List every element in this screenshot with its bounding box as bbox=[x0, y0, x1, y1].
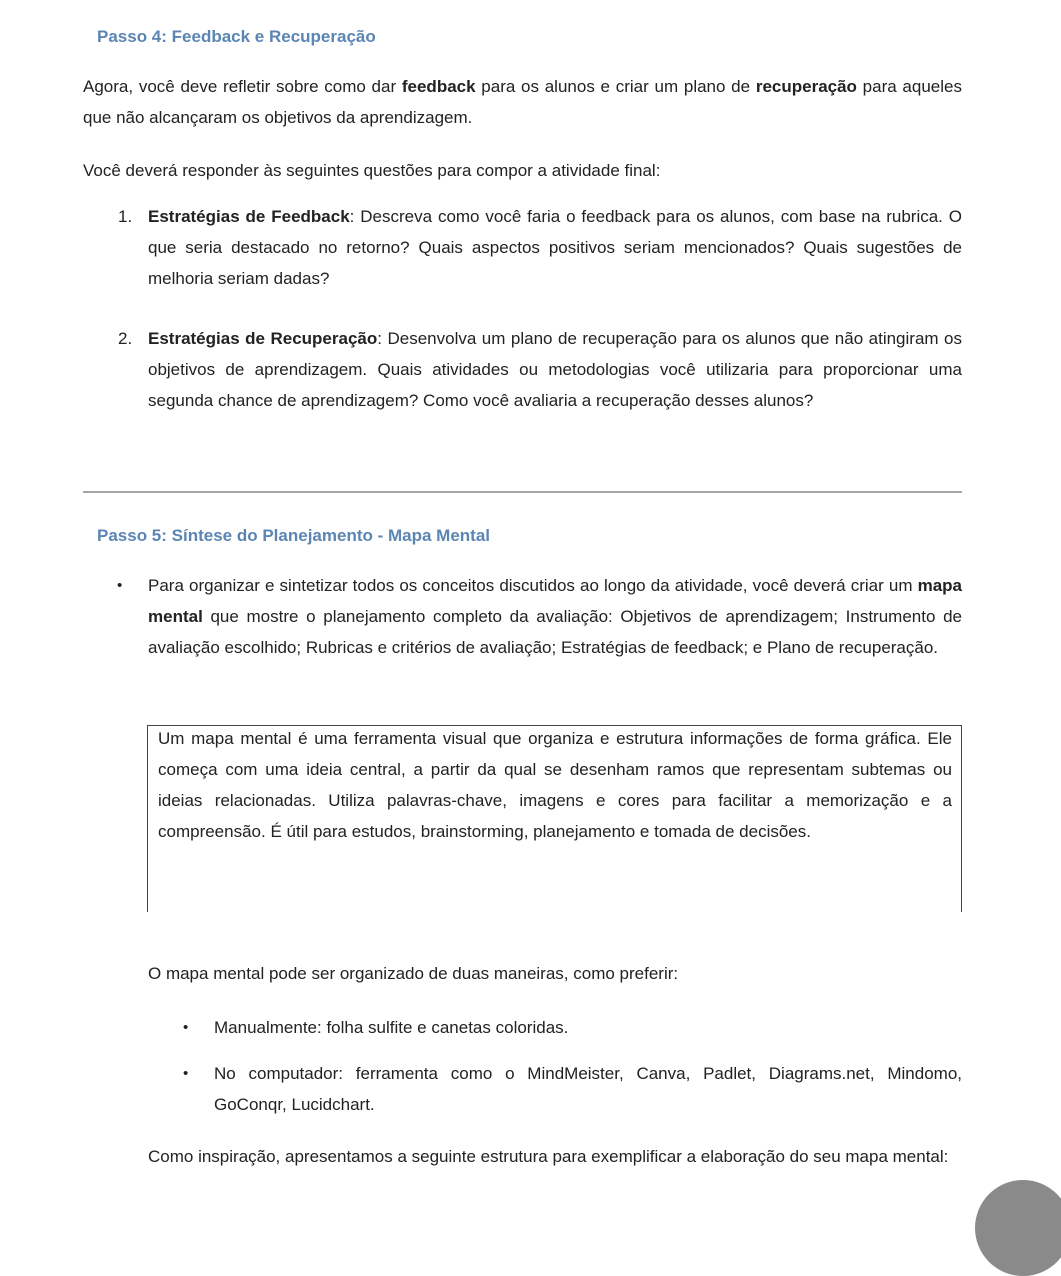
step5-bullet-text: Para organizar e sintetizar todos os conceitos discutidos ao longo da atividade, você deverá criar um mapa mental que mostre o planejamento completo da avaliação: Objetivos de aprendizagem; Instrumento de avaliação escolhido; Rubricas e critérios de avaliação; Estratégias de feedback; e Plano de recuperação. bbox=[148, 576, 962, 657]
info-box-border-left bbox=[147, 725, 148, 912]
way-item-computer: No computador: ferramenta como o MindMeister, Canva, Padlet, Diagrams.net, Mindomo, GoConqr, Lucidchart. bbox=[214, 1064, 962, 1114]
bullet-icon: • bbox=[117, 577, 123, 594]
ways-intro: O mapa mental pode ser organizado de duas maneiras, como preferir: bbox=[148, 964, 679, 983]
step4-instruction: Você deverá responder às seguintes questões para compor a atividade final: bbox=[83, 161, 661, 180]
section-divider bbox=[83, 491, 962, 493]
inspiration-text: Como inspiração, apresentamos a seguinte estrutura para exemplificar a elaboração do seu mapa mental: bbox=[148, 1147, 949, 1166]
step5-heading: Passo 5: Síntese do Planejamento - Mapa Mental bbox=[97, 526, 490, 545]
step4-heading: Passo 4: Feedback e Recuperação bbox=[97, 27, 376, 46]
list-number: 1. bbox=[118, 207, 133, 226]
info-box-border-right bbox=[961, 725, 962, 912]
list-item-recovery: Estratégias de Recuperação: Desenvolva um plano de recuperação para os alunos que não atingiram os objetivos de aprendizagem. Quais atividades ou metodologias você utilizaria para proporcionar uma segunda chance de aprendizagem? Como você avaliaria a recuperação desses alunos? bbox=[148, 329, 963, 410]
list-item-feedback: Estratégias de Feedback: Descreva como você faria o feedback para os alunos, com base na rubrica. O que seria destacado no retorno? Quais aspectos positivos seriam mencionados? Quais sugestões de melhoria seriam dadas? bbox=[148, 207, 962, 288]
bullet-icon: • bbox=[183, 1019, 189, 1036]
step4-intro: Agora, você deve refletir sobre como dar feedback para os alunos e criar um plano de recuperação para aqueles que não alcançaram os objetivos da aprendizagem. bbox=[83, 77, 962, 127]
bullet-icon: • bbox=[183, 1065, 189, 1082]
list-number: 2. bbox=[118, 329, 133, 348]
page-corner-badge bbox=[975, 1180, 1061, 1276]
info-box-text: Um mapa mental é uma ferramenta visual que organiza e estrutura informações de forma gráfica. Ele começa com uma ideia central, a partir da qual se desenham ramos que representam subtemas ou ideias relacionadas. Utiliza palavras-chave, imagens e cores para facilitar a memorização e a compreensão. É útil para estudos, brainstorming, planejamento e tomada de decisões. bbox=[158, 729, 952, 841]
way-item-manual: Manualmente: folha sulfite e canetas coloridas. bbox=[214, 1018, 569, 1037]
